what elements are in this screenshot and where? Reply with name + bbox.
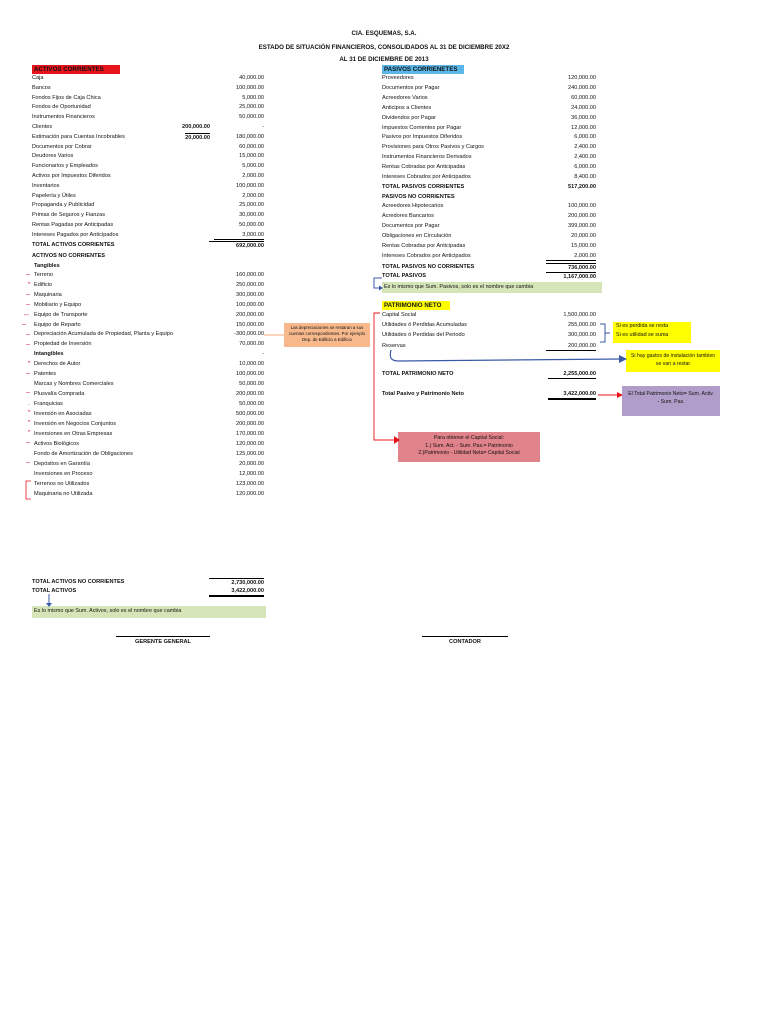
marker-negocios: " xyxy=(28,420,31,427)
row-label: Activos por Impuestos Diferidos xyxy=(32,173,111,179)
row-value: 25,000.00 xyxy=(239,104,264,111)
row-label: Intereses Cobrados por Anticipados xyxy=(382,174,471,180)
row-label: Instrumentos Financieros xyxy=(32,114,95,121)
total-patrimonio-arrow-icon xyxy=(598,390,624,400)
marker-franquicias: . xyxy=(28,400,30,407)
row-label: Inversiones en Proceso xyxy=(34,471,93,477)
row-label: Deudores Varios xyxy=(32,153,74,160)
row-label: Intereses Pagados por Anticipados xyxy=(32,231,119,238)
marker-biologicos: ~ xyxy=(26,440,31,447)
table-row xyxy=(34,470,264,480)
total-pasivos-no-corrientes: TOTAL PASIVOS NO CORRIENTES 736,000.00 xyxy=(382,263,596,273)
statement-title: ESTADO DE SITUACIÓN FINANCIEROS, CONSOLIDADOS AL 31 DE DICIEMBRE 20X2 xyxy=(258,44,510,51)
table-row xyxy=(382,74,596,84)
row-value: 150,000.00 xyxy=(236,321,264,328)
row-label: Utilidades ó Perdidas Acumuladas xyxy=(382,322,467,329)
table-row xyxy=(34,450,264,460)
table-row xyxy=(382,311,596,321)
row-label: Plusvalía Comprada xyxy=(34,391,85,397)
gastos-blue-arrow-icon xyxy=(385,348,630,366)
table-row xyxy=(32,221,264,231)
capital-red-arrow-icon xyxy=(368,310,402,450)
row-label: Equipo de Reparto xyxy=(34,321,81,328)
table-row xyxy=(382,84,596,94)
table-row xyxy=(32,113,264,123)
row-label: Papelería y Útiles xyxy=(32,192,76,199)
row-value: 6,000.00 xyxy=(574,164,596,171)
row-label: Utilidades ó Perdidas del Periodo xyxy=(382,332,465,339)
row-value: 2,400.00 xyxy=(574,144,596,151)
row-label: Propaganda y Publicidad xyxy=(32,202,95,209)
table-row xyxy=(34,460,264,470)
row-subvalue: 20,000.00 xyxy=(185,133,210,144)
row-value: 12,000.00 xyxy=(239,471,264,477)
capital-social-note xyxy=(398,432,540,462)
row-label: Rentas Cobradas por Anticipadas xyxy=(382,242,466,249)
marker-patentes: ~ xyxy=(26,371,31,378)
table-row xyxy=(34,400,264,410)
row-label: Reservas xyxy=(382,342,406,349)
table-row xyxy=(34,370,264,380)
row-label: Rentas Pagadas por Anticipadas xyxy=(32,222,114,228)
perdida-utilidad-note xyxy=(613,322,691,343)
table-row xyxy=(382,173,596,183)
row-value: 50,000.00 xyxy=(239,222,264,228)
row-value: 3,000.00 xyxy=(214,231,264,240)
row-label: Acredores Bancarios xyxy=(382,212,434,219)
row-value: 500,000.00 xyxy=(236,411,264,417)
table-row xyxy=(34,410,264,420)
row-label: Estimación para Cuentas Incobrables xyxy=(32,133,125,140)
table-row xyxy=(32,84,264,94)
total-pasivos-corrientes: TOTAL PASIVOS CORRIENTES 517,200.00 xyxy=(382,184,596,190)
row-label: Fondos de Oportunidad xyxy=(32,104,91,111)
row-label: Maquinaria no Utilizada xyxy=(34,491,93,497)
table-row xyxy=(34,281,264,291)
row-value: 12,000.00 xyxy=(571,124,596,131)
table-row xyxy=(32,182,264,192)
row-value: 100,000.00 xyxy=(568,203,596,209)
pasivos-corrientes-heading: PASIVOS CORRIENETES xyxy=(382,65,464,74)
table-row xyxy=(382,331,596,341)
depreciacion-note: Las depreciaciones se restaran a sus cuentas correspondientes. Por ejemplo Dep. de Edificio a Edificio xyxy=(284,323,370,347)
table-row xyxy=(32,201,264,211)
table-row xyxy=(382,321,596,331)
marker-maquinaria: ~ xyxy=(26,292,31,299)
row-value: 10,000.00 xyxy=(239,361,264,367)
row-value: 120,000.00 xyxy=(568,75,596,81)
row-label: Proveedores xyxy=(382,75,414,81)
activos-corrientes-heading: ACTIVOS CORRIENTES xyxy=(32,65,120,74)
table-row xyxy=(382,94,596,104)
marker-edificio: " xyxy=(28,282,31,289)
row-label: Inversión en Negocios Conjuntos xyxy=(34,421,117,427)
row-label: Capital Social xyxy=(382,312,417,318)
row-value: 120,000.00 xyxy=(236,491,264,497)
table-row xyxy=(382,232,596,242)
row-label: Maquinaria xyxy=(34,291,62,298)
row-value: 36,000.00 xyxy=(571,114,596,121)
row-value: 240,000.00 xyxy=(568,84,596,91)
signature-gerente: GERENTE GENERAL xyxy=(116,636,210,645)
marker-plusvalia: ~ xyxy=(26,390,31,397)
pasivos-green-note: Es lo mismo que Sum. Pasivos, solo es el nombre que cambia xyxy=(382,282,602,293)
table-row xyxy=(382,143,596,153)
row-value: 200,000.00 xyxy=(568,212,596,219)
table-row xyxy=(382,202,596,212)
row-label: Derechos de Autor xyxy=(34,361,81,367)
table-row xyxy=(382,252,596,262)
intangibles-label: Intangibles - xyxy=(34,351,264,357)
row-label: Mobiliario y Equipo xyxy=(34,301,82,308)
row-label: Fondos Fijos de Caja Chica xyxy=(32,94,101,101)
perdida-line: Si es perdida se resta xyxy=(616,323,669,329)
row-value: 200,000.00 xyxy=(236,391,264,397)
table-row xyxy=(34,480,264,490)
row-value: 70,000.00 xyxy=(239,341,264,348)
row-value: 2,000.00 xyxy=(242,173,264,179)
table-row xyxy=(34,340,264,350)
row-value: 5,000.00 xyxy=(242,163,264,170)
row-value: 60,000.00 xyxy=(239,143,264,150)
row-value: 399,000.00 xyxy=(568,222,596,229)
row-label: Terreno xyxy=(34,272,53,278)
marker-transporte: -- xyxy=(24,312,29,319)
table-row xyxy=(382,104,596,114)
pasivos-no-corrientes-heading: PASIVOS NO CORRIENTES xyxy=(382,194,455,200)
row-label: Funcionarios y Empleados xyxy=(32,163,98,170)
row-label: Dividendos por Pagar xyxy=(382,114,436,121)
table-row xyxy=(382,212,596,222)
table-row xyxy=(382,114,596,124)
table-row xyxy=(34,321,264,331)
capital-title: Para obtener el Capital Social: xyxy=(433,435,505,441)
row-label: Documentos por Pagar xyxy=(382,222,440,229)
perdida-bracket-icon xyxy=(598,322,612,344)
table-row xyxy=(34,311,264,321)
row-label: Primas de Seguros y Fianzas xyxy=(32,212,106,219)
row-label: Bancos xyxy=(32,84,51,91)
table-row xyxy=(382,222,596,232)
signature-contador: CONTADOR xyxy=(422,636,508,645)
row-label: Inventarios xyxy=(32,182,60,189)
utilidad-line: Si es utilidad se suma xyxy=(616,332,669,338)
marker-derechos: " xyxy=(28,361,31,368)
total-patrimonio-neto: TOTAL PATRIMONIO NETO 2,255,000.00 xyxy=(382,371,596,377)
table-row xyxy=(382,153,596,163)
row-label: Documentos por Cobrar xyxy=(32,143,92,150)
row-value: 50,000.00 xyxy=(239,381,264,387)
row-value: 123,000.00 xyxy=(236,481,264,487)
row-value: 24,000.00 xyxy=(571,104,596,111)
total-patrimonio-note: El Total Patrimonio Neto= Sum. Activ. - Sum. Pas. xyxy=(622,386,720,416)
table-row xyxy=(32,133,264,143)
row-label: Clientes xyxy=(32,124,53,130)
total-activos-no-corrientes: TOTAL ACTIVOS NO CORRIENTES 2,730,000.00 xyxy=(32,578,264,588)
row-value: 60,000.00 xyxy=(571,94,596,101)
row-value: 25,000.00 xyxy=(239,202,264,209)
table-row xyxy=(34,271,264,281)
table-row xyxy=(32,192,264,202)
row-value: 1,500,000.00 xyxy=(563,312,596,318)
row-value: 200,000.00 xyxy=(236,311,264,318)
row-value: 160,000.00 xyxy=(236,272,264,278)
row-value: 15,000.00 xyxy=(239,153,264,160)
row-value: -300,000.00 xyxy=(234,331,264,338)
row-label: Activos Biológicos xyxy=(34,441,80,447)
row-label: Propiedad de Inversión xyxy=(34,341,92,348)
row-value: 255,000.00 xyxy=(568,322,596,329)
marker-terreno: ~ xyxy=(26,272,31,279)
row-value: 250,000.00 xyxy=(236,281,264,288)
table-row xyxy=(32,123,264,133)
row-value: 20,000.00 xyxy=(571,232,596,239)
row-value: 125,000.00 xyxy=(236,451,264,457)
row-label: Obligaciones en Circulación xyxy=(382,232,452,239)
row-label: Depreciación Acumulada de Propiedad, Planta y Equipo xyxy=(34,331,174,338)
row-value: 100,000.00 xyxy=(236,84,264,91)
row-label: Depósitos en Garantía xyxy=(34,461,90,467)
row-value: 100,000.00 xyxy=(236,182,264,189)
table-row xyxy=(34,420,264,430)
row-label: Pasivos por Impuestos Diferidos xyxy=(382,134,463,141)
table-row xyxy=(32,143,264,153)
row-label: Impuestos Corrientes por Pagar xyxy=(382,124,462,131)
statement-date: AL 31 DE DICIEMBRE DE 2013 xyxy=(339,56,429,63)
row-label: Acreedores Varios xyxy=(382,94,428,101)
row-value: 200,000.00 xyxy=(236,421,264,427)
company-name: CIA. ESQUEMAS, S.A. xyxy=(351,30,417,37)
activos-green-note: Es lo mismo que Sum. Activos, solo es el nombre que cambia xyxy=(32,606,266,618)
table-row xyxy=(32,211,264,221)
row-value: 180,000.00 xyxy=(236,133,264,140)
row-value: 20,000.00 xyxy=(239,461,264,467)
table-row xyxy=(34,330,264,340)
table-row xyxy=(34,490,264,500)
activos-blue-arrow-icon xyxy=(44,594,54,608)
marker-mobiliario: ~ xyxy=(26,302,31,309)
row-label: Fondo de Amortización de Obligaciones xyxy=(34,451,133,457)
row-value: 100,000.00 xyxy=(236,371,264,377)
tangibles-label: Tangibles xyxy=(34,263,60,269)
table-row xyxy=(382,124,596,134)
table-row xyxy=(382,163,596,173)
row-label: Caja xyxy=(32,75,44,81)
marker-garantia: ~ xyxy=(26,460,31,467)
row-label: Terrenos no Utilizados xyxy=(34,481,90,487)
table-row xyxy=(32,172,264,182)
row-value: 170,000.00 xyxy=(236,431,264,437)
table-row xyxy=(34,390,264,400)
gastos-note: Si hay gastos de instalación tambien se van a restar xyxy=(626,350,720,372)
row-value: 300,000.00 xyxy=(236,291,264,298)
activos-no-corrientes-heading: ACTIVOS NO CORRIENTES xyxy=(32,253,106,259)
marker-asociadas: " xyxy=(28,410,31,417)
row-label: Anticipos a Clientes xyxy=(382,104,432,111)
table-row xyxy=(34,440,264,450)
table-row xyxy=(34,430,264,440)
table-row xyxy=(32,103,264,113)
capital-line-2: 2.)Patrimonio - Utilidad Neta= Capital Social xyxy=(418,450,520,456)
capital-line-1: 1.) Sum. Act. - Sum. Pas.= Patrimonio xyxy=(425,442,513,449)
table-row xyxy=(382,133,596,143)
table-row xyxy=(32,162,264,172)
row-value: 5,000.00 xyxy=(242,94,264,101)
row-label: Provisiones para Otros Pasivos y Cargos xyxy=(382,144,484,151)
total-pasivos: TOTAL PASIVOS 1,167,000.00 xyxy=(382,272,596,282)
bracket-no-utilizados-icon xyxy=(24,480,32,500)
table-row xyxy=(34,301,264,311)
row-value: 40,000.00 xyxy=(239,75,264,81)
row-label: Rentas Cobradas por Anticipadas xyxy=(382,164,466,171)
row-label: Acreedores Hipotecarios xyxy=(382,203,444,209)
table-row xyxy=(34,380,264,390)
total-pasivo-patrimonio: Total Pasivo y Patrimonio Neto 3,422,000.00 xyxy=(382,390,596,400)
marker-otras: " xyxy=(28,430,31,437)
row-label: Inversiones en Otras Empresas xyxy=(34,431,113,437)
marker-reparto: ~ xyxy=(22,322,27,329)
row-value: 300,000.00 xyxy=(568,332,596,339)
table-row xyxy=(34,360,264,370)
row-value: 2,000.00 xyxy=(546,252,596,261)
table-row xyxy=(32,74,264,84)
row-label: Instrumentos Financieros Derivados xyxy=(382,154,472,161)
row-value: 2,000.00 xyxy=(242,192,264,199)
row-label: Marcas y Nombres Comerciales xyxy=(34,381,114,387)
total-activos-corrientes: TOTAL ACTIVOS CORRIENTES 692,000.00 xyxy=(32,241,264,251)
row-label: Edificio xyxy=(34,281,53,288)
row-label: Intereses Cobrados por Anticipados xyxy=(382,252,471,259)
row-label: Franquicias xyxy=(34,401,63,407)
depreciacion-arrow-icon xyxy=(264,332,286,338)
table-row xyxy=(32,94,264,104)
table-row xyxy=(32,152,264,162)
patrimonio-heading: PATRIMONIO NETO xyxy=(382,301,450,310)
row-label: Patentes xyxy=(34,371,57,377)
table-row xyxy=(382,242,596,252)
row-label: Inversión en Asociadas xyxy=(34,411,92,417)
row-value: 30,000.00 xyxy=(239,212,264,219)
row-value: 50,000.00 xyxy=(239,114,264,121)
row-value: 50,000.00 xyxy=(239,401,264,407)
row-value: 200,000.00 xyxy=(546,342,596,351)
row-value: 15,000.00 xyxy=(571,242,596,249)
row-subvalue: 200,000.00 xyxy=(182,124,210,130)
total-activos: TOTAL ACTIVOS 3,422,000.00 xyxy=(32,587,264,597)
marker-depreciacion: ~ xyxy=(26,332,31,339)
row-value: - xyxy=(262,124,264,130)
row-value: 8,400.00 xyxy=(574,174,596,180)
table-row xyxy=(32,231,264,241)
row-value: 100,000.00 xyxy=(236,301,264,308)
marker-propiedad: ~ xyxy=(26,342,31,349)
row-value: 6,000.00 xyxy=(574,134,596,141)
row-value: 2,400.00 xyxy=(574,154,596,161)
row-value: 120,000.00 xyxy=(236,441,264,447)
row-label: Documentos por Pagar xyxy=(382,84,440,91)
pasivos-blue-bracket-icon xyxy=(370,276,384,292)
table-row xyxy=(34,291,264,301)
row-label: Equipo de Transporte xyxy=(34,311,88,318)
